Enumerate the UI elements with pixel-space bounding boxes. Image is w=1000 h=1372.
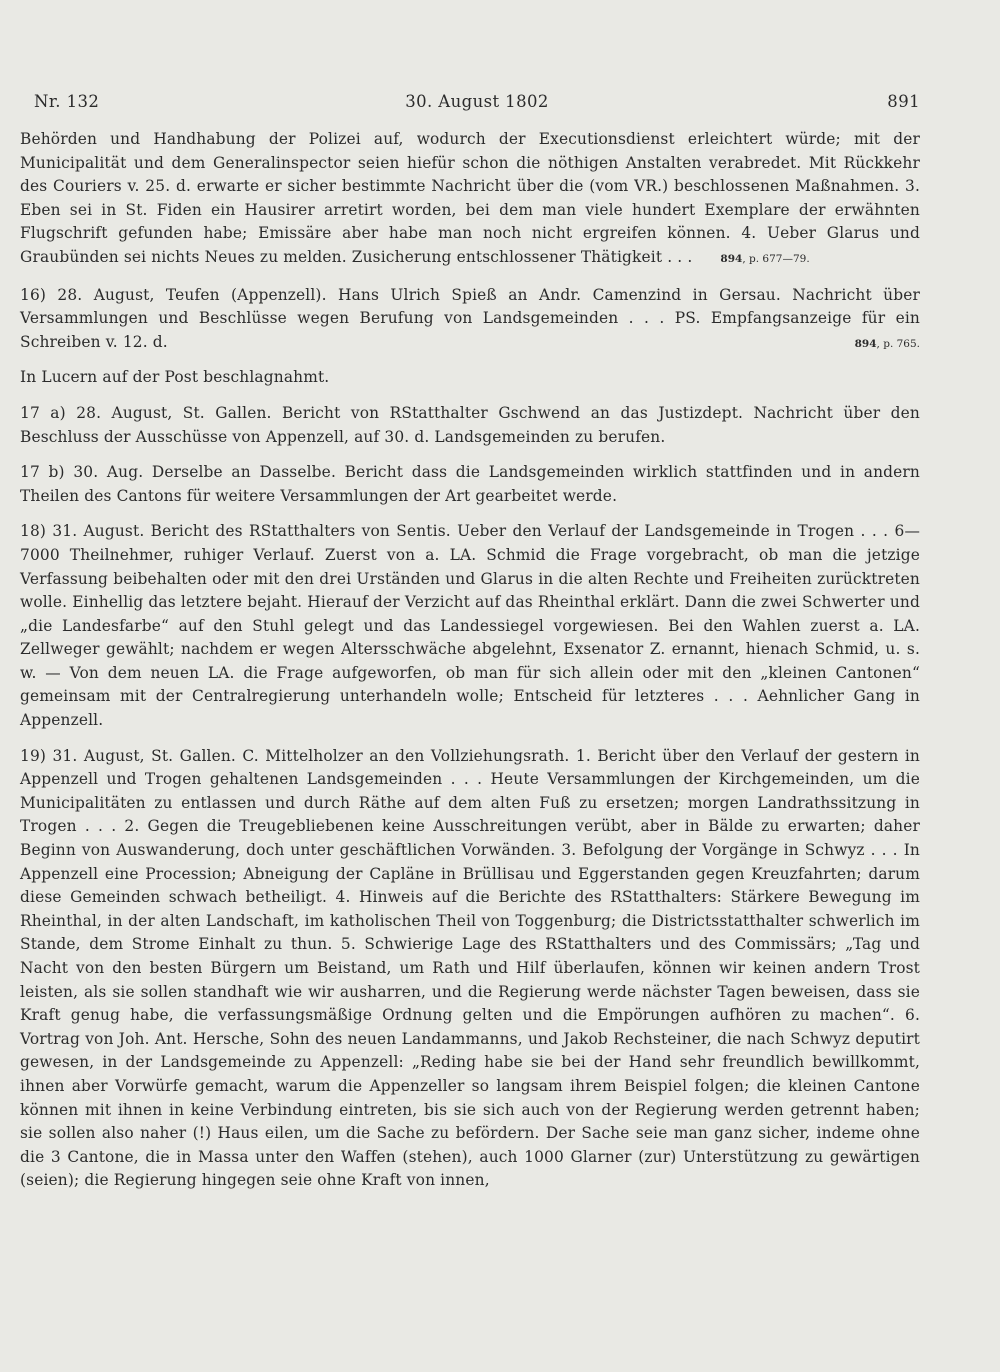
paragraph-text: 17 b) 30. Aug. Derselbe an Dasselbe. Bericht dass die Landsgemeinden wirklich stattfinden und in andern Theilen des Cantons für weitere Versammlungen der Art gearbeitet werde. xyxy=(20,463,920,505)
reference-pages: , p. 765. xyxy=(876,337,920,350)
source-reference xyxy=(855,333,920,357)
header-date: 30. August 1802 xyxy=(405,92,549,111)
reference-volume: 894 xyxy=(720,252,743,265)
page-number: 891 xyxy=(887,92,920,111)
page-header xyxy=(34,92,920,116)
paragraph-text: 18) 31. August. Bericht des RStatthalters von Sentis. Ueber den Verlauf der Landsgemeinde in Trogen . . . 6—7000 Theilnehmer, ruhiger Verlauf. Zuerst von a. LA. Schmid die Frage vorgebracht, ob man die jetzige Verfassung beibehalten oder mit den drei Urständen und Glarus in die alten Rechte und Freiheiten zurücktreten wolle. Einhellig das letztere bejaht. Hierauf der Verzicht auf das Rheinthal erklärt. Dann die zwei Schwerter und „die Landesfarbe“ auf den Stuhl gelegt und das Landessiegel vorgewiesen. Bei den Wahlen zuerst a. LA. Zellweger gewählt; nachdem er wegen Altersschwäche abgelehnt, Exsenator Z. ernannt, hienach Schmid, u. s. w. — Von dem neuen LA. die Frage aufgeworfen, ob man für sich allein oder mit den „kleinen Cantonen“ gemeinsam mit der Centralregierung unterhandeln wolle; Entscheid für letzteres . . . Aehnlicher Gang in Appenzell. xyxy=(20,522,920,730)
document-number: Nr. 132 xyxy=(34,92,100,111)
paragraph-text: 16) 28. August, Teufen (Appenzell). Hans Ulrich Spieß an Andr. Camenzind in Gersau. Nachricht über Versammlungen und Beschlüsse wegen Berufung von Landsgemeinden . . . PS. Empfangsanzeige für ein Schreiben v. 12. d. xyxy=(20,285,920,351)
paragraph-text: 19) 31. August, St. Gallen. C. Mittelholzer an den Vollziehungsrath. 1. Bericht über den Verlauf der gestern in Appenzell und Trogen gehaltenen Landsgemeinden . . . Heute Versammlungen der Kirchgemeinden, um die Municipalitäten zu entlassen und durch Räthe auf dem alten Fuß zu ersetzen; morgen Landrathssitzung in Trogen . . . 2. Gegen die Treugebliebenen keine Ausschreitungen verübt, aber in Bälde zu erwarten; daher Beginn von Auswanderung, doch unter geschäftlichen Vorwänden. 3. Befolgung der Vorgänge in Schwyz . . . In Appenzell eine Procession; Abneigung der Capläne in Brüllisau und Eggerstanden gegen Kreuzfahrten; darum diese Gemeinden schwach betheiligt. 4. Hinweis auf die Berichte des RStatthalters: Stärkere Bewegung im Rheinthal, in der alten Landschaft, im katholischen Theil von Toggenburg; die Districtsstatthalter schwerlich im Stande, dem Strome Einhalt zu thun. 5. Schwierige Lage des RStatthalters und des Commissärs; „Tag und Nacht von den besten Bürgern um Beistand, um Rath und Hilf überlaufen, können wir keinen andern Trost leisten, als sie sollen standhaft wie wir ausharren, und die Regierung werde nächster Tagen beweisen, dass sie Kraft genug habe, die verfassungsmäßige Ordnung gelten und die Empörungen aufhören zu machen“. 6. Vortrag von Joh. Ant. Hersche, Sohn des neuen Landammanns, und Jakob Rechsteiner, die nach Schwyz deputirt gewesen, in der Landsgemeinde zu Appenzell: „Reding habe sie bei der Hand sehr freundlich bewillkommt, ihnen aber Vorwürfe gemacht, warum die Appenzeller so langsam ihrem Beispiel folgen; die kleinen Cantone können mit ihnen in keine Verbindung eintreten, bis sie sich auch von der Regierung werden getrennt haben; sie sollen also naher (!) Haus eilen, um die Sache zu befördern. Der Sache seie man ganz sicher, indeme ohne die 3 Cantone, die in Massa unter den Waffen (stehen), auch 1000 Glarner (zur) Unterstützung zu gewärtigen (seien); die Regierung hingegen seie ohne Kraft von innen, xyxy=(20,746,920,1190)
paragraph-text: 17 a) 28. August, St. Gallen. Bericht von RStatthalter Gschwend an das Justizdept. Nachricht über den Beschluss der Ausschüsse von Appenzell, auf 30. d. Landsgemeinden zu berufen. xyxy=(20,403,920,446)
paragraph-item-16 xyxy=(20,284,920,355)
paragraph-item-18 xyxy=(20,520,920,732)
paragraph-item-17b xyxy=(20,461,920,508)
paragraph-continuation xyxy=(20,128,920,272)
document-body xyxy=(20,128,920,1193)
reference-pages: , p. 677—79. xyxy=(742,252,810,265)
reference-volume: 894 xyxy=(854,337,877,350)
source-reference xyxy=(720,253,809,265)
paragraph-item-17a xyxy=(20,402,920,449)
paragraph-text: Behörden und Handhabung der Polizei auf, wodurch der Executionsdienst erleichtert würde; mit der Municipalität und dem Generalinspector seien hiefür schon die nöthigen Anstalten verabredet. Mit Rückkehr des Couriers v. 25. d. erwarte er sicher bestimmte Nachricht über die (vom VR.) beschlossenen Maßnahmen. 3. Eben sei in St. Fiden ein Hausirer arretirt worden, bei dem man viele hundert Exemplare der erwähnten Flugschrift gefunden habe; Emissäre aber habe man noch nicht ergreifen können. 4. Ueber Glarus und Graubünden sei nichts Neues zu melden. Zusicherung entschlossener Thätigkeit . . . xyxy=(20,130,920,266)
paragraph-item-19 xyxy=(20,745,920,1193)
paragraph-note xyxy=(20,366,920,390)
paragraph-text: In Lucern auf der Post beschlagnahmt. xyxy=(20,368,330,387)
